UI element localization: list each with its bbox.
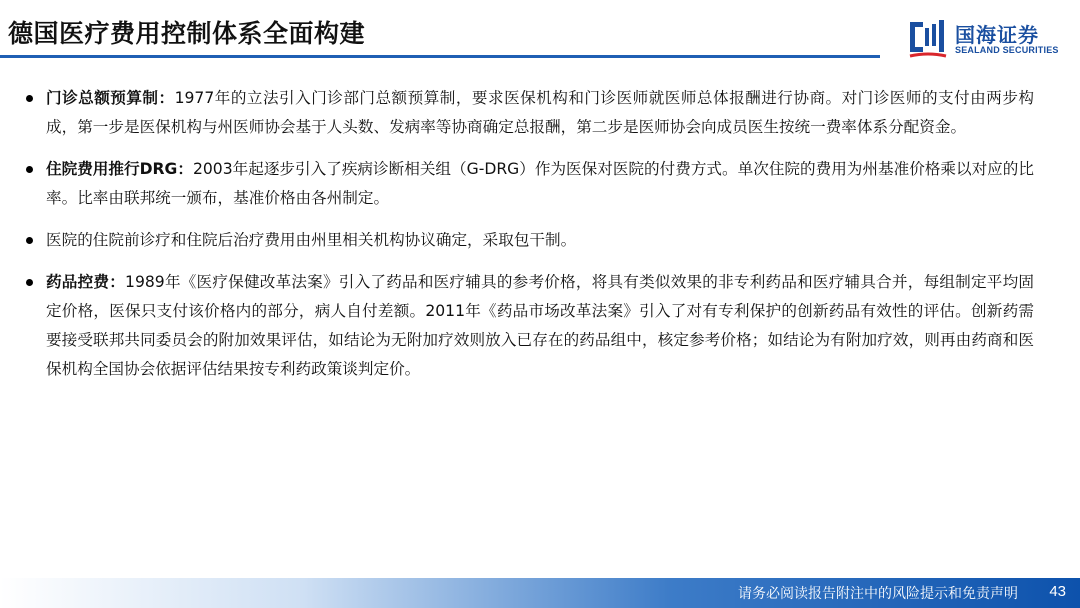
logo-name-cn: 国海证券 [955, 23, 1039, 47]
bullet-dot [26, 95, 33, 102]
logo-name-en: SEALAND SECURITIES [955, 45, 1059, 55]
sealand-logo-icon [908, 18, 948, 60]
title-divider [0, 55, 880, 58]
bullet-separator: ： [109, 273, 126, 291]
bullet-dot [26, 279, 33, 286]
bullet-heading: 门诊总额预算制 [46, 89, 159, 107]
bullet-text: 1977年的立法引入门诊部门总额预算制，要求医保机构和门诊医师就医师总体报酬进行协商。对门诊医师的支付由两步构成，第一步是医保机构与州医师协会基于人头数、发病率等协商确定总报酬，第二步是医师协会向成员医生按统一费率体系分配资金。 [46, 89, 1034, 136]
bullet-text: 医院的住院前诊疗和住院后治疗费用由州里相关机构协议确定，采取包干制。 [46, 231, 577, 249]
footer-disclaimer: 请务必阅读报告附注中的风险提示和免责声明 [738, 586, 1018, 602]
bullet-dot [26, 237, 33, 244]
page-number: 43 [1049, 583, 1066, 600]
bullet-list [24, 84, 1034, 397]
bullet-separator: ： [158, 89, 175, 107]
bullet-pre-post-hospital [24, 226, 1034, 255]
page-title: 德国医疗费用控制体系全面构建 [8, 19, 366, 48]
bullet-drug-cost-control [24, 268, 1034, 384]
bullet-text: 2003年起逐步引入了疾病诊断相关组（G-DRG）作为医保对医院的付费方式。单次住院的费用为州基准价格乘以对应的比率。比率由联邦统一颁布，基准价格由各州制定。 [46, 160, 1034, 207]
company-logo [908, 18, 1068, 62]
bullet-dot [26, 166, 33, 173]
bullet-inpatient-drg [24, 155, 1034, 213]
bullet-text: 1989年《医疗保健改革法案》引入了药品和医疗辅具的参考价格，将具有类似效果的非专利药品和医疗辅具合并，每组制定平均固定价格，医保只支付该价格内的部分，病人自付差额。2011年《药品市场改革法案》引入了对有专利保护的创新药品有效性的评估。创新药需要接受联邦共同委员会的附加效果评估，如结论为无附加疗效则放入已存在的药品组中，核定参考价格；如结论为有附加疗效，则再由药商和医保机构全国协会依据评估结果按专利药政策谈判定价。 [46, 273, 1034, 378]
bullet-outpatient-budget [24, 84, 1034, 142]
bullet-heading: 药品控费 [46, 273, 110, 291]
bullet-separator: ： [177, 160, 193, 178]
bullet-heading: 住院费用推行DRG [46, 160, 178, 178]
